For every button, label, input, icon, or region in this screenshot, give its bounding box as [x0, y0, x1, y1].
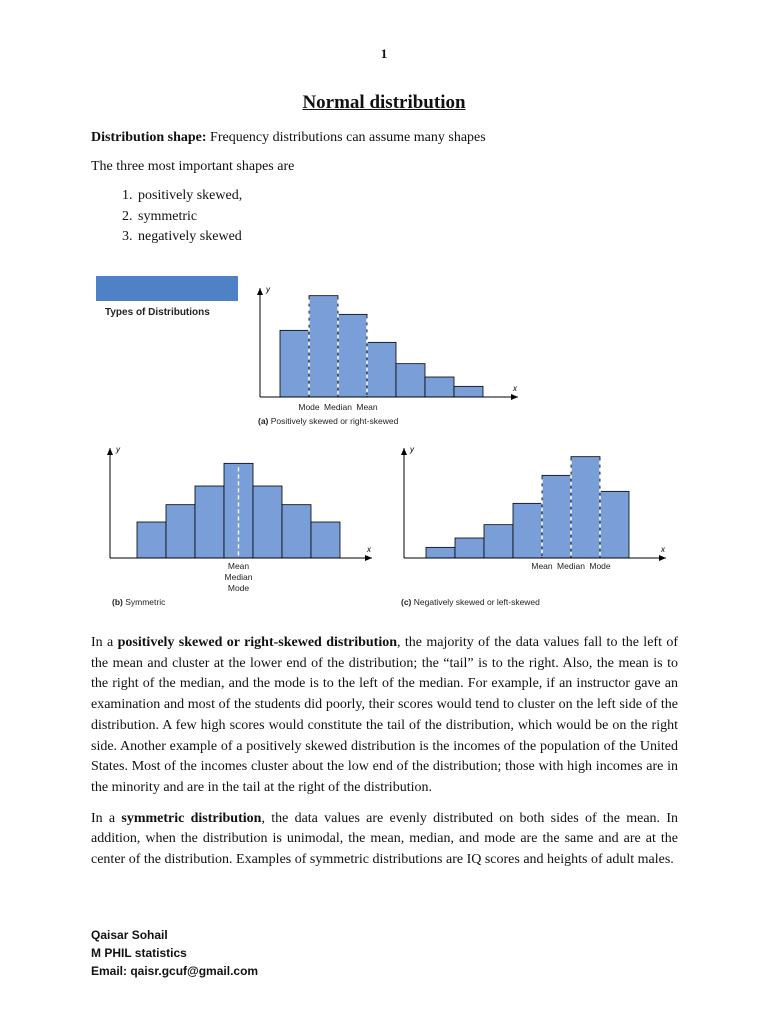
chart-a-caption-letter: (a) [258, 416, 269, 426]
chart-c-bar [542, 475, 571, 558]
chart-a-marker-label: Mean [356, 402, 378, 412]
chart-a-bar [280, 330, 309, 397]
page-number: 1 [380, 46, 388, 61]
chart-a-bar [367, 342, 396, 397]
author-footer [91, 926, 258, 980]
paragraph-lead: In a [91, 810, 122, 826]
chart-c-x-arrow [659, 555, 666, 561]
chart-b-bar [253, 486, 282, 558]
chart-b-marker-label: Median [224, 572, 253, 582]
author-name: Qaisar Sohail [91, 928, 168, 942]
chart-b-bar [282, 505, 311, 558]
chart-c-bar [455, 538, 484, 558]
chart-b-bar [137, 522, 166, 558]
distribution-shape-text: Frequency distributions can assume many shapes [206, 130, 486, 145]
chart-a-marker-label: Mode [298, 402, 320, 412]
chart-a-bar [454, 386, 483, 397]
chart-b-y-arrow [107, 448, 113, 455]
chart-c-marker-label: Mode [589, 561, 611, 571]
chart-b-x-arrow [365, 555, 372, 561]
chart-a-bar [309, 296, 338, 397]
chart-b-xlabel: x [367, 545, 371, 554]
chart-c-ylabel: y [410, 445, 414, 454]
distribution-shape-label: Distribution shape: [91, 130, 207, 145]
shapes-list [91, 186, 681, 248]
paragraph-term: positively skewed or right-skewed distribution [117, 635, 398, 650]
distribution-shape-line [91, 130, 681, 146]
intro-section [91, 130, 681, 248]
chart-c-y-arrow [401, 448, 407, 455]
chart-a-x-arrow [511, 394, 518, 400]
figure-banner-title: Types of Distributions [105, 307, 210, 318]
paragraph-symmetric [91, 809, 678, 871]
chart-c-bar [426, 547, 455, 558]
chart-b-bar [195, 486, 224, 558]
shapes-intro-line: The three most important shapes are [91, 159, 295, 174]
chart-b-caption [112, 597, 166, 607]
chart-c-caption-letter: (c) [401, 597, 412, 607]
chart-b-bar [166, 505, 195, 558]
chart-c-bar [513, 503, 542, 558]
chart-c-bar [484, 525, 513, 558]
figure-banner [96, 276, 238, 301]
chart-c-xlabel: x [661, 545, 665, 554]
list-item: 1. positively skewed, [136, 186, 681, 207]
chart-b-caption-letter: (b) [112, 597, 123, 607]
chart-c-bar [600, 491, 629, 558]
chart-c-marker-label: Mean [531, 561, 553, 571]
chart-a-marker-label: Median [324, 402, 352, 412]
distribution-types-figure [90, 270, 690, 615]
chart-a-bar [396, 364, 425, 397]
list-item: 2. symmetric [136, 207, 681, 228]
distribution-charts [90, 270, 690, 615]
body-text [91, 633, 678, 881]
paragraph-term: symmetric distribution [121, 810, 262, 826]
paragraph-lead: In a [91, 635, 118, 650]
author-degree: M PHIL statistics [91, 946, 187, 960]
chart-c-bar [571, 457, 600, 558]
chart-a-ylabel: y [266, 285, 270, 294]
paragraph-body: , the data values are evenly distributed on both sides of the mean. In addition, when the distribution is unimodal, the mean, median, and mode are the same and are at the center of the distribution. Examples of symmetric distributions are IQ scores and heights of adult males. [91, 810, 678, 868]
chart-c-caption-text: Negatively skewed or left-skewed [411, 597, 540, 607]
chart-a-bar [338, 314, 367, 397]
paragraph-positive-skew [91, 633, 678, 799]
page-title: Normal distribution [302, 92, 466, 113]
chart-a-y-arrow [257, 288, 263, 295]
paragraph-body: , the majority of the data values fall to the left of the mean and cluster at the lower end of the distribution; the “tail” is to the right. Also, the mean is to the right of the median, and the mode is to the left of the median. For example, if an instructor gave an examination and most of the students did poorly, their scores would tend to cluster on the left side of the distribution. A few high scores would constitute the tail of the distribution, which would be on the right side. Another example of a positively skewed distribution is the incomes of the population of the United States. Most of the incomes cluster about the low end of the distribution; those with high incomes are in the minority and are in the tail at the right of the distribution. [91, 635, 678, 795]
chart-b-bar [311, 522, 340, 558]
chart-b-ylabel: y [116, 445, 120, 454]
chart-c-caption [401, 597, 540, 607]
list-item: 3. negatively skewed [136, 227, 681, 248]
chart-c-marker-label: Median [557, 561, 585, 571]
author-email: Email: qaisr.gcuf@gmail.com [91, 964, 259, 978]
chart-a-caption [258, 416, 399, 426]
chart-a-bar [425, 377, 454, 397]
chart-a-xlabel: x [513, 384, 517, 393]
chart-b-marker-label: Mean [227, 561, 250, 571]
chart-b-marker-label: Mode [227, 583, 250, 593]
chart-a-caption-text: Positively skewed or right-skewed [268, 416, 399, 426]
chart-b-caption-text: Symmetric [122, 597, 166, 607]
